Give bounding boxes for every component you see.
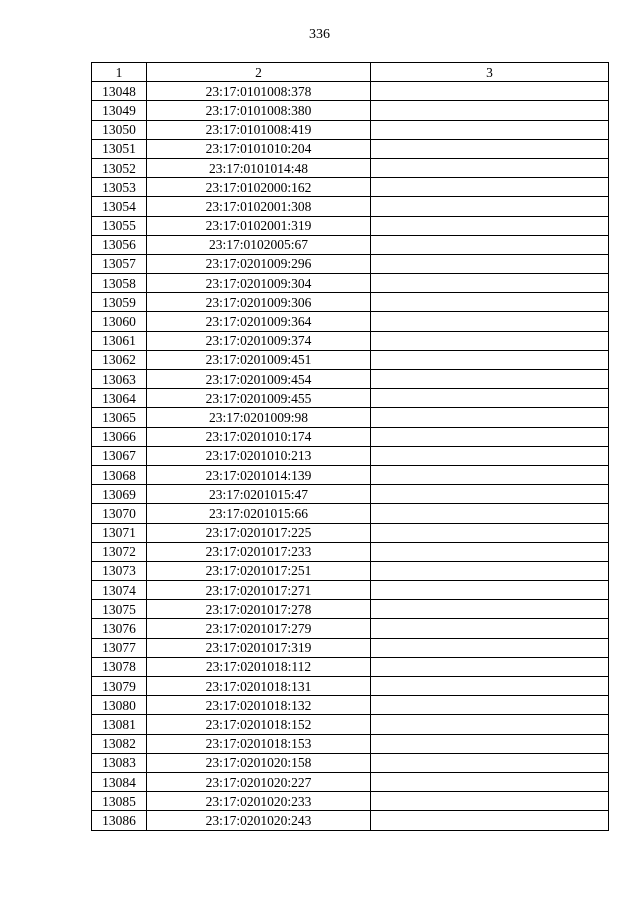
column-header-3: 3 <box>371 63 609 82</box>
row-number-cell: 13054 <box>92 197 147 216</box>
row-number-cell: 13084 <box>92 772 147 791</box>
row-number-cell: 13058 <box>92 274 147 293</box>
notes-cell <box>371 677 609 696</box>
table-row <box>92 370 609 389</box>
notes-cell <box>371 178 609 197</box>
cadastral-number-cell: 23:17:0201017:278 <box>147 600 371 619</box>
cadastral-number-cell: 23:17:0201020:233 <box>147 792 371 811</box>
notes-cell <box>371 82 609 101</box>
notes-cell <box>371 197 609 216</box>
table-row <box>92 197 609 216</box>
notes-cell <box>371 274 609 293</box>
notes-cell <box>371 485 609 504</box>
cadastral-number-cell: 23:17:0201010:213 <box>147 446 371 465</box>
row-number-cell: 13082 <box>92 734 147 753</box>
row-number-cell: 13060 <box>92 312 147 331</box>
notes-cell <box>371 408 609 427</box>
cadastral-number-cell: 23:17:0201017:319 <box>147 638 371 657</box>
notes-cell <box>371 254 609 273</box>
table-row <box>92 274 609 293</box>
row-number-cell: 13057 <box>92 254 147 273</box>
notes-cell <box>371 792 609 811</box>
table-row <box>92 139 609 158</box>
table-row <box>92 158 609 177</box>
row-number-cell: 13049 <box>92 101 147 120</box>
column-header-2: 2 <box>147 63 371 82</box>
notes-cell <box>371 370 609 389</box>
row-number-cell: 13069 <box>92 485 147 504</box>
table-row <box>92 523 609 542</box>
row-number-cell: 13083 <box>92 753 147 772</box>
register-table <box>91 62 609 831</box>
cadastral-number-cell: 23:17:0102001:319 <box>147 216 371 235</box>
notes-cell <box>371 600 609 619</box>
table-row <box>92 293 609 312</box>
row-number-cell: 13079 <box>92 677 147 696</box>
cadastral-number-cell: 23:17:0201009:306 <box>147 293 371 312</box>
cadastral-number-cell: 23:17:0101008:378 <box>147 82 371 101</box>
row-number-cell: 13073 <box>92 561 147 580</box>
cadastral-number-cell: 23:17:0201018:112 <box>147 657 371 676</box>
table-row <box>92 427 609 446</box>
register-table-body <box>92 63 609 831</box>
table-row <box>92 715 609 734</box>
notes-cell <box>371 523 609 542</box>
table-row <box>92 772 609 791</box>
cadastral-number-cell: 23:17:0201015:66 <box>147 504 371 523</box>
cadastral-number-cell: 23:17:0201009:455 <box>147 389 371 408</box>
table-row <box>92 465 609 484</box>
notes-cell <box>371 619 609 638</box>
notes-cell <box>371 504 609 523</box>
row-number-cell: 13055 <box>92 216 147 235</box>
notes-cell <box>371 465 609 484</box>
notes-cell <box>371 216 609 235</box>
cadastral-number-cell: 23:17:0102005:67 <box>147 235 371 254</box>
cadastral-number-cell: 23:17:0201009:296 <box>147 254 371 273</box>
row-number-cell: 13074 <box>92 581 147 600</box>
row-number-cell: 13085 <box>92 792 147 811</box>
notes-cell <box>371 158 609 177</box>
notes-cell <box>371 293 609 312</box>
table-header-row <box>92 63 609 82</box>
table-row <box>92 811 609 830</box>
row-number-cell: 13065 <box>92 408 147 427</box>
notes-cell <box>371 139 609 158</box>
table-row <box>92 734 609 753</box>
row-number-cell: 13072 <box>92 542 147 561</box>
notes-cell <box>371 696 609 715</box>
table-row <box>92 389 609 408</box>
row-number-cell: 13066 <box>92 427 147 446</box>
notes-cell <box>371 638 609 657</box>
row-number-cell: 13053 <box>92 178 147 197</box>
cadastral-number-cell: 23:17:0201020:243 <box>147 811 371 830</box>
row-number-cell: 13051 <box>92 139 147 158</box>
notes-cell <box>371 657 609 676</box>
notes-cell <box>371 312 609 331</box>
notes-cell <box>371 772 609 791</box>
notes-cell <box>371 101 609 120</box>
cadastral-number-cell: 23:17:0201017:233 <box>147 542 371 561</box>
table-row <box>92 619 609 638</box>
row-number-cell: 13081 <box>92 715 147 734</box>
row-number-cell: 13076 <box>92 619 147 638</box>
notes-cell <box>371 715 609 734</box>
row-number-cell: 13059 <box>92 293 147 312</box>
table-row <box>92 600 609 619</box>
table-row <box>92 178 609 197</box>
cadastral-number-cell: 23:17:0201014:139 <box>147 465 371 484</box>
row-number-cell: 13050 <box>92 120 147 139</box>
cadastral-number-cell: 23:17:0201018:131 <box>147 677 371 696</box>
table-row <box>92 677 609 696</box>
cadastral-number-cell: 23:17:0201009:304 <box>147 274 371 293</box>
cadastral-number-cell: 23:17:0201017:251 <box>147 561 371 580</box>
table-row <box>92 696 609 715</box>
table-row <box>92 350 609 369</box>
table-row <box>92 254 609 273</box>
notes-cell <box>371 811 609 830</box>
table-row <box>92 408 609 427</box>
cadastral-number-cell: 23:17:0201010:174 <box>147 427 371 446</box>
cadastral-number-cell: 23:17:0201018:152 <box>147 715 371 734</box>
table-row <box>92 753 609 772</box>
row-number-cell: 13070 <box>92 504 147 523</box>
table-row <box>92 657 609 676</box>
table-row <box>92 82 609 101</box>
table-row <box>92 561 609 580</box>
notes-cell <box>371 350 609 369</box>
table-row <box>92 331 609 350</box>
cadastral-number-cell: 23:17:0201018:132 <box>147 696 371 715</box>
cadastral-number-cell: 23:17:0201015:47 <box>147 485 371 504</box>
table-row <box>92 101 609 120</box>
cadastral-number-cell: 23:17:0201009:364 <box>147 312 371 331</box>
row-number-cell: 13063 <box>92 370 147 389</box>
cadastral-number-cell: 23:17:0102000:162 <box>147 178 371 197</box>
cadastral-number-cell: 23:17:0201009:451 <box>147 350 371 369</box>
table-row <box>92 504 609 523</box>
notes-cell <box>371 581 609 600</box>
notes-cell <box>371 561 609 580</box>
row-number-cell: 13061 <box>92 331 147 350</box>
row-number-cell: 13064 <box>92 389 147 408</box>
table-row <box>92 446 609 465</box>
row-number-cell: 13078 <box>92 657 147 676</box>
row-number-cell: 13067 <box>92 446 147 465</box>
table-row <box>92 216 609 235</box>
row-number-cell: 13056 <box>92 235 147 254</box>
cadastral-number-cell: 23:17:0101010:204 <box>147 139 371 158</box>
page-number: 336 <box>309 27 330 42</box>
table-row <box>92 638 609 657</box>
cadastral-number-cell: 23:17:0102001:308 <box>147 197 371 216</box>
row-number-cell: 13086 <box>92 811 147 830</box>
notes-cell <box>371 427 609 446</box>
table-row <box>92 120 609 139</box>
row-number-cell: 13048 <box>92 82 147 101</box>
table-row <box>92 581 609 600</box>
table-row <box>92 542 609 561</box>
notes-cell <box>371 389 609 408</box>
cadastral-number-cell: 23:17:0201017:271 <box>147 581 371 600</box>
cadastral-number-cell: 23:17:0101014:48 <box>147 158 371 177</box>
table-row <box>92 312 609 331</box>
cadastral-number-cell: 23:17:0101008:419 <box>147 120 371 139</box>
cadastral-number-cell: 23:17:0201009:454 <box>147 370 371 389</box>
notes-cell <box>371 235 609 254</box>
cadastral-number-cell: 23:17:0101008:380 <box>147 101 371 120</box>
notes-cell <box>371 734 609 753</box>
row-number-cell: 13068 <box>92 465 147 484</box>
cadastral-number-cell: 23:17:0201009:98 <box>147 408 371 427</box>
row-number-cell: 13062 <box>92 350 147 369</box>
row-number-cell: 13080 <box>92 696 147 715</box>
cadastral-number-cell: 23:17:0201017:225 <box>147 523 371 542</box>
table-row <box>92 792 609 811</box>
cadastral-number-cell: 23:17:0201017:279 <box>147 619 371 638</box>
table-row <box>92 235 609 254</box>
cadastral-number-cell: 23:17:0201020:227 <box>147 772 371 791</box>
notes-cell <box>371 331 609 350</box>
cadastral-number-cell: 23:17:0201009:374 <box>147 331 371 350</box>
cadastral-number-cell: 23:17:0201020:158 <box>147 753 371 772</box>
row-number-cell: 13071 <box>92 523 147 542</box>
table-row <box>92 485 609 504</box>
row-number-cell: 13075 <box>92 600 147 619</box>
notes-cell <box>371 446 609 465</box>
column-header-1: 1 <box>92 63 147 82</box>
notes-cell <box>371 753 609 772</box>
row-number-cell: 13077 <box>92 638 147 657</box>
row-number-cell: 13052 <box>92 158 147 177</box>
cadastral-number-cell: 23:17:0201018:153 <box>147 734 371 753</box>
notes-cell <box>371 120 609 139</box>
notes-cell <box>371 542 609 561</box>
